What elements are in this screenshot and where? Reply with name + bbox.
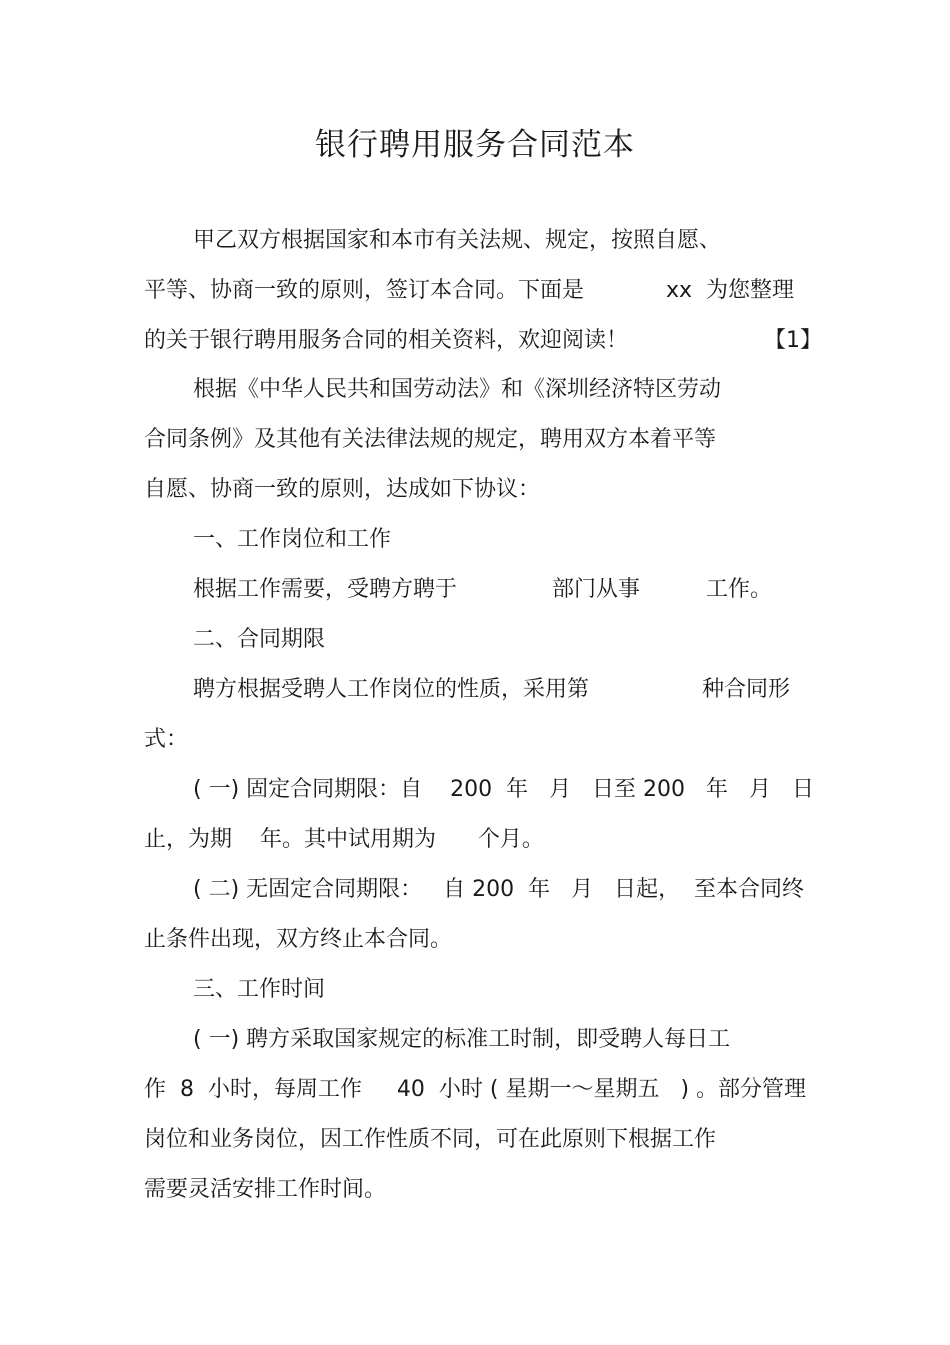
paragraph-line: 自愿、协商一致的原则，达成如下协议： bbox=[144, 477, 541, 502]
paragraph-line: 甲乙双方根据国家和本市有关法规、规定，按照自愿、 bbox=[193, 228, 722, 253]
document-title: 银行聘用服务合同范本 bbox=[315, 127, 635, 163]
paragraph-line: 式： bbox=[144, 727, 189, 752]
paragraph-line: 部门从事 bbox=[552, 577, 641, 602]
section-heading: 二、合同期限 bbox=[193, 627, 326, 652]
paragraph-line: 岗位和业务岗位，因工作性质不同，可在此原则下根据工作 bbox=[144, 1127, 717, 1152]
paragraph-line: 止，为期 年。其中试用期为 个月。 bbox=[144, 827, 544, 852]
section-heading: 一、工作岗位和工作 bbox=[193, 527, 392, 552]
paragraph-line: 为您整理 bbox=[706, 278, 795, 303]
section-heading: 三、工作时间 bbox=[193, 977, 326, 1002]
paragraph-line: 种合同形 bbox=[702, 677, 791, 702]
paragraph-line: 平等、协商一致的原则，签订本合同。下面是 bbox=[144, 278, 585, 303]
paragraph-line: 根据《中华人民共和国劳动法》和《深圳经济特区劳动 bbox=[193, 377, 722, 402]
paragraph-line: 需要灵活安排工作时间。 bbox=[144, 1177, 387, 1202]
paragraph-line: 止条件出现，双方终止本合同。 bbox=[144, 927, 453, 952]
paragraph-line: 作 8 小时，每周工作 40 小时 ( 星期一～星期五 ) 。部分管理 bbox=[144, 1077, 807, 1102]
paragraph-line: 聘方根据受聘人工作岗位的性质，采用第 bbox=[193, 677, 590, 702]
paragraph-line: ( 二) 无固定合同期限： 自 200 年 月 日起， 至本合同终 bbox=[193, 877, 805, 902]
paragraph-line: ( 一) 固定合同期限：自 200 年 月 日至 200 年 月 日 bbox=[193, 777, 814, 802]
paragraph-line: ( 一) 聘方采取国家规定的标准工时制，即受聘人每日工 bbox=[193, 1027, 731, 1052]
paragraph-line: 根据工作需要，受聘方聘于 bbox=[193, 577, 458, 602]
paragraph-line: 工作。 bbox=[706, 577, 773, 602]
paragraph-line: 合同条例》及其他有关法律法规的规定，聘用双方本着平等 bbox=[144, 427, 717, 452]
paragraph-line: xx bbox=[666, 278, 693, 303]
paragraph-line: 【1】 bbox=[764, 328, 822, 353]
paragraph-line: 的关于银行聘用服务合同的相关资料，欢迎阅读！ bbox=[144, 328, 629, 353]
